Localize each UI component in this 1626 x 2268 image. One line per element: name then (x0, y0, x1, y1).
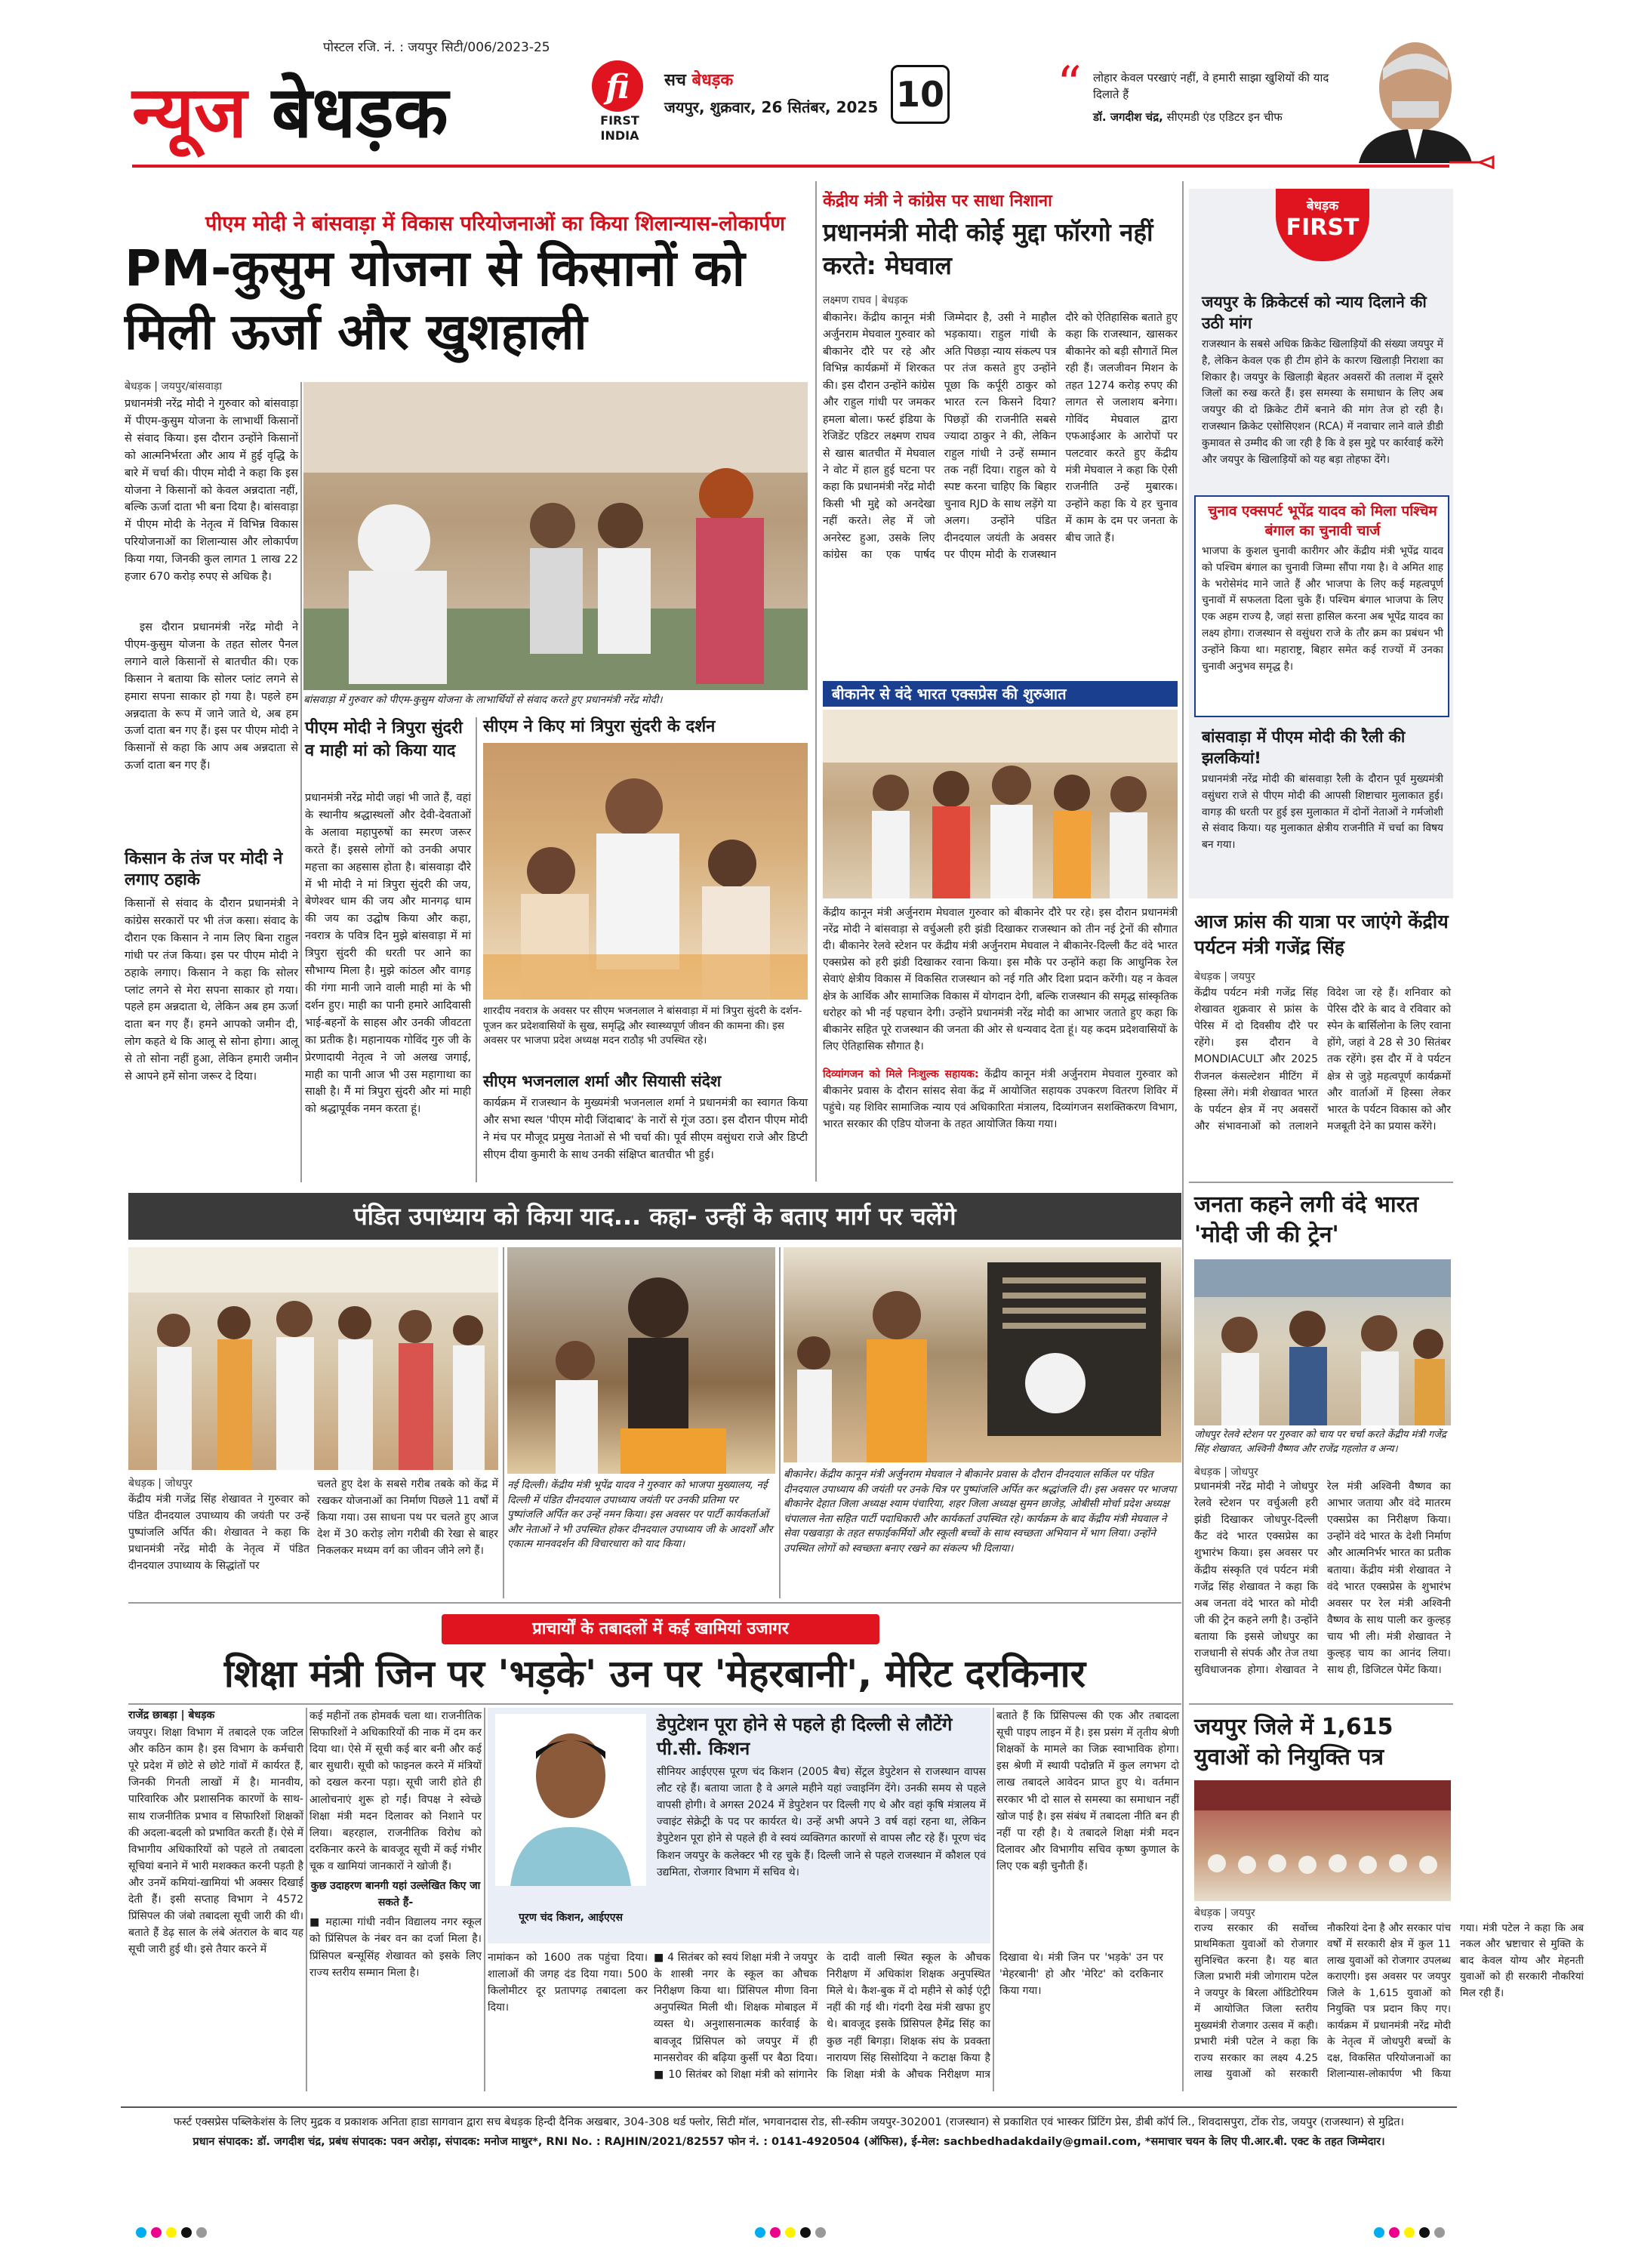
page-number: 10 (891, 65, 950, 124)
registration-dots-right (1374, 2227, 1445, 2238)
footer-line-1: फर्स्ट एक्सप्रेस पब्लिकेशंस के लिए मुद्रक व प्रकाशक अनिता हाडा सागवान द्वारा सच बेधड़क हिन्दी दैनिक अखबार, 304-308 थर्ड फ्लोर, सिटी मॉल, भगवानदास रोड, सी-स्कीम जयपुर-302001 (राजस्थान) से प्रकाशित एवं भास्कर प्रिंटिंग प्रेस, डीबी कॉर्प लि., शिवदासपुरा, टोंक रोड, जयपुर (राजस्थान) से मुद्रित। (173, 2116, 1404, 2128)
upadhyay-caption-c: बीकानेर। केंद्रीय कानून मंत्री अर्जुनराम मेघवाल ने बीकानेर प्रवास के दौरान दीनदयाल सर्किल पर पंडित दीनदयाल उपाध्याय की जयंती पर उनके चित्र पर पुष्पांजलि अर्पित कर श्रद्धांजलि दी। इस अवसर पर भाजपा बीकानेर देहात जिला अध्यक्ष श्याम पंचारिया, शहर जिला अध्यक्ष सुमन छाजेड़, ओबीसी मोर्चा प्रदेश अध्यक्ष चंपालाल नेता सहित पार्टी पदाधिकारी और कार्यकर्ता उपस्थित रहे। कार्यक्रम के बाद केंद्रीय मंत्री मेघवाल ने सेवा पखवाड़ा के तहत सफाईकर्मियों और स्कूली बच्चों के साथ स्वच्छता अभियान में भाग लिया। उन्होंने उपस्थित लोगों को स्वच्छता बनाए रखने का संकल्प भी दिलाया। (784, 1468, 1177, 1555)
jobs-byline: बेधड़क | जयपुर (1194, 1907, 1255, 1919)
kishan-caption: पूरण चंद किशन, आईएएस (519, 1912, 623, 1924)
upadhyay-byline: बेधड़क | जोधपुर (128, 1478, 192, 1490)
sidebar-item2-body: भाजपा के कुशल चुनावी कारीगर और केंद्रीय मंत्री भूपेंद्र यादव को पश्चिम बंगाल का चुनावी जिम्मा सौंपा गया है। वे अमित शाह के भरोसेमंद माने जाते हैं और भाजपा के लिए कई महत्वपूर्ण चुनावों में सफलता दिला चुके हैं। पश्चिम बंगाल भाजपा के लिए एक अहम राज्य है, जहां सत्ता हासिल करना अब भूपेंद्र यादव का लक्ष्य होगा। राजस्थान से वसुंधरा राजे के तौर क्रम का प्रबंधन भी उन्होंने किया था। महाराष्ट्र, बिहार समेत कई राज्यों में उनका चुनावी अनुभव समृद्ध है। (1202, 545, 1443, 673)
jobs-photo-icon (1194, 1780, 1451, 1901)
modi-train-byline: बेधड़क | जोधपुर (1194, 1466, 1258, 1478)
upadhyay-body-a: केंद्रीय मंत्री गजेंद्र सिंह शेखावत ने गुरुवार को पंडित दीनदयाल उपाध्याय की जयंती पर उन्हें पुष्पांजलि अर्पित की। शेखावत ने कहा कि प्रधानमंत्री नरेंद्र मोदी के नेतृत्व में पंडित दीनदयाल उपाध्याय के सिद्धांतों पर (128, 1493, 309, 1573)
meghwal-headline: प्रधानमंत्री मोदी कोई मुद्दा फॉरगो नहीं करते: मेघवाल (823, 217, 1153, 280)
education-body-3: ■ 4 सितंबर को स्वयं शिक्षा मंत्री ने जयपुर के शास्त्री नगर के स्कूल का औचक निरीक्षण किया था। प्रिंसिपल मीणा विना अनुपस्थित मिली थी। शिक्षक मोबाइल में व्यस्त थे। अनुशासनात्मक कार्रवाई के बावजूद प्रिंसिपल को जयपुर में ही मानसरोवर की बढ़िया कुर्सी पर बैठा दिया। ■ 10 सितंबर को शिक्षा मंत्री को सांगानेर के दादी वाली स्थित स्कूल के औचक निरीक्षण में अधिकांश शिक्षक अनुपस्थित मिले थे। कैश-बुक में दो महीने से कोई एंट्री नहीं की गई थी। गंदगी देख मंत्री खफा हुए थे। बावजूद इसके प्रिंसिपल हैमेंद्र सिंह का कुछ नहीं बिगड़ा। शिक्षक संघ के प्रवक्ता नारायण सिंह सिसोदिया ने कटाक्ष किया है कि शिक्षा मंत्री के औचक निरीक्षण मात्र दिखावा थे। मंत्री जिन पर 'भड़के' उन पर 'मेहरबानी' हो और 'मेरिट' को दरकिनार किया गया। (654, 1952, 1163, 2081)
education-box-text-2: नामांकन को 1600 तक पहुंचा दिया। शालाओं की जगह दंड दिया गया। 500 किलोमीटर दूर प्रतापगढ़ तबादला कर दिया। (488, 1952, 648, 2014)
meghwal-body: बीकानेर। केंद्रीय कानून मंत्री अर्जुनराम मेघवाल गुरुवार को बीकानेर दौरे पर रहे और विभिन्न कार्यक्रमों में शिरकत की। इस दौरान उन्होंने कांग्रेस और राहुल गांधी पर जमकर हमला बोला। फर्स्ट इंडिया के रेजिडेंट एडिटर लक्ष्मण राघव से खास बातचीत में मेघवाल ने वोट में हाल हुई घटना पर कहा कि प्रधानमंत्री नरेंद्र मोदी किसी भी मुद्दे को अनदेखा नहीं करते। लेह में जो अनरेस्ट हुआ, उसके लिए कांग्रेस का एक पार्षद जिम्मेदार है, उसी ने माहौल भड़काया। राहुल गांधी के अति पिछड़ा न्याय संकल्प पत्र पर तंज कसते हुए उन्होंने पूछा कि कर्पूरी ठाकुर को भारत रत्न किसने दिया? पिछड़ों की राजनीति सबसे ज्यादा ठाकुर ने की, लेकिन राहुल गांधी ने उन्हें सम्मान तक नहीं दिया। राहुल को ये स्पष्ट करना चाहिए कि बिहार चुनाव RJD के साथ लड़ेंगे या अलग। उन्होंने पंडित दीनदयाल जयंती के अवसर पर पीएम मोदी के राजस्थान दौरे को ऐतिहासिक बताते हुए कहा कि राजस्थान, खासकर बीकानेर को बड़ी सौगातें मिल रही हैं। जलजीवन मिशन के तहत 1274 करोड़ रुपए की लागत से जलाशय बनेगा। गोविंद मेघवाल द्वारा एफआईआर के आरोपों पर पलटवार करते हुए केंद्रीय मंत्री मेघवाल ने कहा कि ऐसी राजनीति उन्हें मुबारक। उन्होंने कहा कि ये हर चुनाव में काम के दम पर जनता के बीच जाते हैं। (823, 312, 1178, 562)
cm-darshan-headline: सीएम ने किए मां त्रिपुरा सुंदरी के दर्शन (483, 717, 716, 736)
col-rule-main (815, 181, 817, 1182)
editor-portrait-icon (1344, 35, 1487, 163)
upadhyay-banner: पंडित उपाध्याय को किया याद... कहा- उन्हीं के बताए मार्ग पर चलेंगे (128, 1193, 1181, 1240)
quote-text: लोहार केवल परखाएं नहीं, वे हमारी साझा खुशियों की याद दिलाते हैं (1093, 71, 1329, 101)
upadhyay-photo-b-icon (507, 1247, 775, 1474)
jobs-photo (1194, 1780, 1451, 1901)
dateline: जयपुर, शुक्रवार, 26 सितंबर, 2025 (664, 98, 879, 116)
lead-photo (303, 382, 808, 690)
upadhyay-photo-b (507, 1247, 775, 1474)
tagline-a: सच (664, 71, 692, 90)
vande-bkn-body (823, 1066, 1178, 1179)
education-body-2-head: कुछ उदाहरण बानगी यहां उल्लेखित किए जा सकते हैं- (310, 1880, 481, 1909)
quote-author (1093, 109, 1335, 125)
lead-body-2: इस दौरान प्रधानमंत्री नरेंद्र मोदी ने पीएम-कुसुम योजना के तहत सोलर पैनल लगाने वाले किसानों से बातचीत की। एक किसान ने बताया कि सोलर प्लांट लगने से हमारा सपना साकार हो गया है। पहले हम अन्नदाता के रूप में जाने जाते थे, अब हम ऊर्जा दाता बन गए हैं। इस पर पीएम मोदी ने किसानों से कहा कि आप अब अन्नदाता से ऊर्जा दाता बन गए हैं। (125, 621, 298, 772)
lead-kicker: पीएम मोदी ने बांसवाड़ा में विकास परियोजनाओं का किया शिलान्यास-लोकार्पण (205, 212, 786, 236)
vande-bkn-photo-icon (823, 710, 1178, 898)
side-rule-2 (1189, 1703, 1453, 1705)
registration-dots-center (755, 2227, 826, 2238)
edu-rule-1 (306, 1708, 307, 2091)
edu-rule-3 (993, 1708, 994, 2091)
col-rule-side (1182, 181, 1184, 2091)
education-body-4: बताते हैं कि प्रिंसिपल्स की एक और तबादला सूची पाइप लाइन में है। इस प्रसंग में तृतीय श्रेणी शिक्षकों के मामले का जिक्र स्वाभाविक होगा। इस श्रेणी में स्थायी पदोन्नति में कुल लगभग दो लाख तबादले आवेदन प्राप्त हुए थे। वर्तमान सरकार भी दो साल से समस्या का समाधान नहीं खोज पाई है। इस संबंध में तबादला नीति बन ही नहीं पा रही है। ये तबादले शिक्षा मंत्री मदन दिलावर और विभागीय सचिव कृष्ण कुणाल के लिए एक बड़ी चुनौती हैं। (996, 1710, 1179, 1872)
masthead-title-b: बेधड़क (271, 72, 448, 154)
education-head-rule (128, 1703, 1181, 1705)
sidebar-item1-head: जयपुर के क्रिकेटर्स को न्याय दिलाने की उठी मांग (1202, 293, 1427, 332)
france-headline: आज फ्रांस की यात्रा पर जाएंगे केंद्रीय पर्यटन मंत्री गजेंद्र सिंह (1194, 911, 1449, 958)
masthead-title (132, 60, 600, 166)
upadhyay-bottom-rule (128, 1602, 1181, 1604)
lead-caption: बांसवाड़ा में गुरुवार को पीएम-कुसुम योजना के लाभार्थियों से संवाद करते हुए प्रधानमंत्री नरेंद्र मोदी। (303, 694, 663, 706)
lead-col-rule (300, 382, 302, 1182)
deputation-body: सीनियर आईएएस पूरण चंद किशन (2005 बैच) सेंट्रल डेपुटेशन से राजस्थान वापस लौट रहे हैं। बताया जाता है वे अगले महीने यहां ज्वाइनिंग देंगे। उनकी समय से पहले वापसी होगी। वे अगस्त 2024 में डेपुटेशन पर दिल्ली गए थे और वहां कृषि मंत्रालय में ज्वाइंट सेक्रेट्री के पद पर कार्यरत थे। उन्हें अभी अपने 3 वर्ष वहां रहना था, लेकिन डेपुटेशन पूरा होने से पहले ही वे स्वयं व्यक्तिगत कारणों से वापस लौट रहे हैं। पूरण चंद किशन जयपुर के कलेक्टर भी रह चुके हैं। दिल्ली जाने से पहले राजस्थान में कौशल एवं उद्यमिता, रोजगार विभाग में सचिव थे। (657, 1766, 986, 1878)
sidebar-badge-a: बेधड़क (1306, 199, 1339, 214)
logo-sub: FIRST INDIA (600, 113, 639, 143)
registration-dots-left (136, 2227, 207, 2238)
quote-author-name: डॉ. जगदीश चंद्र, (1093, 110, 1163, 124)
lead-body-1: प्रधानमंत्री नरेंद्र मोदी ने गुरुवार को बांसवाड़ा में पीएम-कुसुम योजना के लाभार्थी किसानों से संवाद किया। इस दौरान उन्होंने किसानों को आत्मनिर्भरता और आय में हुई वृद्धि के बारे में चर्चा की। पीएम मोदी ने कहा कि इस योजना ने किसानों को केवल अन्नदाता नहीं, बल्कि ऊर्जा दाता भी बना दिया है। बांसवाड़ा में पीएम मोदी के नेतृत्व में विभिन्न विकास परियोजनाओं का शिलान्यास और लोकार्पण किया गया, जिनकी कुल लागत 1 लाख 22 हजार 670 करोड़ रुपए से अधिक है। (125, 398, 298, 584)
vande-bkn-photo (823, 710, 1178, 898)
sidebar-item2-head: चुनाव एक्सपर्ट भूपेंद्र यादव को मिला पश्चिम बंगाल का चुनावी चार्ज (1208, 503, 1437, 539)
cm-darshan-photo-icon (483, 743, 808, 1000)
education-body-2 (309, 1708, 482, 2091)
mother-headline: पीएम मोदी ने त्रिपुरा सुंदरी व माही मां को किया याद (305, 719, 463, 760)
modi-train-photo-icon (1194, 1259, 1451, 1425)
france-byline: बेधड़क | जयपुर (1194, 971, 1255, 983)
masthead-rule (132, 165, 1449, 168)
modi-train-caption: जोधपुर रेलवे स्टेशन पर गुरुवार को चाय पर चर्चा करते केंद्रीय मंत्री गजेंद्र सिंह शेखावत, अश्विनी वैष्णव और राजेंद्र गहलोत व अन्य। (1194, 1429, 1446, 1455)
kishan-photo-icon (495, 1714, 646, 1886)
mother-body: प्रधानमंत्री नरेंद्र मोदी जहां भी जाते हैं, वहां के स्थानीय श्रद्धास्थलों और देवी-देवताओं के अलावा महापुरुषों का स्मरण जरूर करते हैं। इससे लोगों को उनकी अपार महत्ता का अहसास होता है। बांसवाड़ा दौरे में भी मोदी ने मां त्रिपुरा सुंदरी की जय, बेणेश्वर धाम की जय और मानगढ़ धाम की जय का उद्घोष किया और कहा, नवरात्र के पवित्र दिन मुझे बांसवाड़ा में मां त्रिपुरा सुंदरी की धरती पर आने का सौभाग्य मिला है। मुझे कांठल और वागड़ की गंगा मानी जाने वाली माही मां के भी दर्शन हुए। माही का पानी हमारे आदिवासी भाई-बहनों के साहस और उनकी जीवटता का प्रतीक है। महानायक गोविंद गुरु जी के प्रेरणादायी नेतृत्व ने जो अलख जगाई, माही का पानी आज भी उस महागाथा का साक्षी है। मैं मां त्रिपुरा सुंदरी और मां माही को श्रद्धापूर्वक नमन करता हूं। (305, 792, 471, 1116)
edu-rule-2 (484, 1708, 485, 2091)
masthead-title-a: न्यूज (132, 72, 272, 154)
lead-photo-icon (303, 382, 808, 690)
lead-headline: PM-कुसुम योजना से किसानों को मिली ऊर्जा और खुशहाली (125, 239, 745, 361)
vande-bkn-body-text: केंद्रीय कानून मंत्री अर्जुनराम मेघवाल गुरुवार को बीकानेर प्रवास के दौरान सांसद सेवा केंद्र में आयोजित सहायक उपकरण वितरण शिविर में पहुंचे। यह शिविर सामाजिक न्याय एवं अधिकारिता मंत्रालय, दिव्यांगजन सशक्तिकरण विभाग, भारत सरकार की एडिप योजना के तहत आयोजित किया गया। (823, 1068, 1178, 1131)
side-rule-1 (1189, 1182, 1453, 1183)
pen-nib-icon (1449, 151, 1495, 174)
deputation-head: डेपुटेशन पूरा होने से पहले ही दिल्ली से लौटेंगे पी.सी. किशन (657, 1714, 953, 1759)
modi-train-body: प्रधानमंत्री नरेंद्र मोदी ने जोधपुर रेलवे स्टेशन पर वर्चुअली हरी झंडी दिखाकर जोधपुर-दिल्ली कैंट वंदे भारत एक्सप्रेस का शुभारंभ किया। इस अवसर पर केंद्रीय संस्कृति एवं पर्यटन मंत्री गजेंद्र सिंह शेखावत ने कहा कि अब जनता वंदे भारत को मोदी जी की ट्रेन कहने लगी है। उन्होंने बताया कि इससे जोधपुर का राजधानी से संपर्क और तेज तथा सुविधाजनक होगा। शेखावत ने रेल मंत्री अश्विनी वैष्णव का आभार जताया और वंदे मातरम एक्सप्रेस का निरीक्षण किया। उन्होंने वंदे भारत के देशी निर्माण और आत्मनिर्भर भारत का प्रतीक बताया। केंद्रीय मंत्री शेखावत ने वंदे भारत एक्सप्रेस के शुभारंभ अवसर पर रेल मंत्री अश्विनी वैष्णव के साथ पाली कर कुल्हड़ चाय भी ली। मंत्री शेखावत ने कुल्हड़ चाय का आनंद लिया। साथ ही, डिजिटल पेमेंट किया। (1194, 1481, 1451, 1677)
svg-text:fi: fi (605, 68, 630, 106)
footer-line-2: प्रधान संपादक: डॉ. जगदीश चंद्र, प्रबंध संपादक: पवन अरोड़ा, संपादक: मनोज माथुर*, RNI No. : RAJHIN/2021/82557 फोन नं. : 0141-4920504 (ऑफिस), ई-मेल: sachbedhadakdaily@gmail.com, *समाचार चयन के लिए पी.आर.बी. एक्ट के तहत जिम्मेदार। (192, 2136, 1385, 2148)
vande-bkn-kicker: बीकानेर से वंदे भारत एक्सप्रेस की शुरुआत (823, 681, 1178, 707)
cm-darshan-subhead: सीएम भजनलाल शर्मा और सियासी संदेश (483, 1072, 722, 1090)
cm-darshan-body: कार्यक्रम में राजस्थान के मुख्यमंत्री भजनलाल शर्मा ने प्रधानमंत्री का स्वागत किया और सभा स्थल 'पीएम मोदी जिंदाबाद' के नारों से गूंज उठा। इस दौरान पीएम मोदी ने मंच पर मौजूद प्रमुख नेताओं से भी चर्चा की। पूर्व सीएम वसुंधरा राजे और डिप्टी सीएम दीया कुमारी के साथ उनकी संक्षिप्त बातचीत भी हुई। (483, 1097, 808, 1161)
vande-bkn-caption: केंद्रीय कानून मंत्री अर्जुनराम मेघवाल गुरुवार को बीकानेर दौरे पर रहे। इस दौरान प्रधानमंत्री नरेंद्र मोदी ने बांसवाड़ा से वर्चुअली हरी झंडी दिखाकर राजस्थान को तीन नई ट्रेनों की सौगात दी। बीकानेर रेलवे स्टेशन पर केंद्रीय मंत्री अर्जुनराम मेघवाल ने बीकानेर-दिल्ली कैंट वंदे भारत एक्सप्रेस को हरी झंडी दिखाकर रवाना किया। इस मौके पर उन्होंने कहा कि आधुनिक रेल सेवाएं क्षेत्रीय विकास में विकसित राजस्थान को नई गति और दिशा प्रदान करेंगी। यह न केवल क्षेत्र के आर्थिक और सामाजिक विकास में योगदान देगी, बल्कि राजस्थान की समृद्ध सांस्कृतिक धरोहर को भी नई पहचान देगी। उन्होंने प्रधानमंत्री नरेंद्र मोदी का आभार जताते हुए कहा कि बीकानेर सहित पूरे राजस्थान की जनता की ओर से धन्यवाद देता हूं। यह कदम प्रदेशवासियों के लिए ऐतिहासिक सौगात है। (823, 907, 1178, 1052)
lead-byline: बेधड़क | जयपुर/बांसवाड़ा (125, 381, 222, 393)
meghwal-kicker: केंद्रीय मंत्री ने कांग्रेस पर साधा निशाना (823, 192, 1052, 211)
education-byline: राजेंद्र छाबड़ा | बेधड़क (128, 1709, 215, 1721)
sidebar-item3-head: बांसवाड़ा में पीएम मोदी की रैली की झलकियां! (1202, 728, 1406, 767)
education-body-1: जयपुर। शिक्षा विभाग में तबादले एक जटिल और कठिन काम है। इस विभाग के कर्मचारी पूरे प्रदेश में छोटे से छोटे गांवों में कार्यरत हैं, जिनकी गिनती लाखों में है। मानवीय, पारिवारिक और प्रशासनिक कारणों के साथ-साथ राजनीतिक प्रभाव व सिफारिशों शिक्षकों की अदला-बदली को प्रभावित करती हैं। ऐसे में विभागीय अधिकारियों को पहले तो तबादला सूचियां बनाने में भारी मशक्कत करनी पड़ती है और उनमें कमियां-खामियां भी अक्सर दिखाई देती हैं। इसी सप्ताह विभाग ने 4572 प्रिंसिपल की जंबो तबादला सूची जारी की थी। बताते हैं डेढ़ साल के लंबे अंतराल के बाद यह सूची जारी हुई थी। इसे तैयार करने में (128, 1727, 303, 1956)
postal-reg: पोस्टल रजि. नं. : जयपुर सिटी/006/2023-25 (323, 40, 550, 55)
sidebar-item3-body: प्रधानमंत्री नरेंद्र मोदी की बांसवाड़ा रैली के दौरान पूर्व मुख्यमंत्री वसुंधरा राजे से पीएम मोदी की आपसी शिष्टाचार मुलाकात हुई। वागड़ की धरती पर हुई इस मुलाकात में दोनों नेताओं ने गर्मजोशी से संवाद किया। यह मुलाकात क्षेत्रीय राजनीति में चर्चा का विषय बन गया। (1202, 773, 1443, 852)
cm-darshan-photo (483, 743, 808, 1000)
modi-train-headline: जनता कहने लगी वंदे भारत 'मोदी जी की ट्रेन' (1194, 1191, 1419, 1248)
cm-darshan-caption: शारदीय नवरात्र के अवसर पर सीएम भजनलाल ने बांसवाड़ा में मां त्रिपुरा सुंदरी के दर्शन-पूजन कर प्रदेशवासियों के सुख, समृद्धि और स्वास्थ्यपूर्ण जीवन की कामना की। इस अवसर पर भाजपा प्रदेश अध्यक्ष मदन राठौड़ भी उपस्थित रहे। (483, 1005, 802, 1047)
tagline (664, 68, 891, 91)
upadhyay-photo-c (784, 1247, 1181, 1462)
footer-rule (121, 2106, 1457, 2108)
education-body-2b: ■ महात्मा गांधी नवीन विद्यालय नगर स्कूल को प्रिंसिपल के नंबर वन का दर्जा मिला है। प्रिंसिपल बन्सूसिंह शेखावत को इसके लिए राज्य स्तरीय सम्मान मिला है। (309, 1916, 482, 1979)
upadhyay-photo-a (128, 1247, 498, 1470)
vande-bkn-subhead: दिव्यांगजन को मिले निःशुल्क सहायक: (823, 1068, 979, 1080)
upadhyay-body-b: चलते हुए देश के सबसे गरीब तबके को केंद्र में रखकर योजनाओं का निर्माण पिछले 11 वर्षों में किया गया। उस साधना पथ पर चलते हुए आज देश में 30 करोड़ लोग गरीबी की रेखा से बाहर निकलकर मध्यम वर्ग का जीवन जीने लगे हैं। (317, 1478, 498, 1558)
upadhyay-caption-b: नई दिल्ली। केंद्रीय मंत्री भूपेंद्र यादव ने गुरुवार को भाजपा मुख्यालय, नई दिल्ली में पंडित दीनदयाल उपाध्याय जयंती पर उनकी प्रतिमा पर पुष्पांजलि अर्पित कर उन्हें नमन किया। इस अवसर पर पार्टी कार्यकर्ताओं और नेताओं ने भी उपस्थित होकर दीनदयाल उपाध्याय जी के आदर्शों और एकात्म मानवदर्शन की विचारधारा को याद किया। (507, 1479, 773, 1551)
upadhyay-rule-1 (503, 1247, 504, 1598)
meghwal-byline: लक्ष्मण राघव | बेधड़क (823, 294, 908, 307)
tagline-b: बेधड़क (691, 71, 734, 90)
sidebar-badge-b: FIRST (1286, 214, 1360, 241)
france-body: केंद्रीय पर्यटन मंत्री गजेंद्र सिंह शेखावत शुक्रवार से फ्रांस के पेरिस में दो दिवसीय दौरे पर रहेंगे। इस दौरान वे MONDIACULT और 2025 रीजनल कंसल्टेशन मीटिंग में हिस्सा लेंगे। मंत्री शेखावत भारत के पर्यटन क्षेत्र में नए अवसरों और संभावनाओं को तलाशने विदेश जा रहे हैं। शनिवार को पेरिस दौरे के बाद वे रविवार को स्पेन के बार्सिलोना के लिए रवाना होंगे, जहां वे 28 से 30 सितंबर तक रहेंगे। इस दौर में वे पर्यटन क्षेत्र से जुड़े महत्वपूर्ण कार्यक्रमों और वार्ताओं में हिस्सा लेकर भारत के पर्यटन विकास को और मजबूती देने का प्रयास करेंगे। (1194, 987, 1451, 1132)
quote-author-role: सीएमडी एंड एडिटर इन चीफ (1163, 110, 1283, 124)
lead-body-3: किसानों से संवाद के दौरान प्रधानमंत्री ने कांग्रेस सरकारों पर भी तंज कसा। संवाद के दौरान एक किसान ने नाम लिए बिना राहुल गांधी पर तंज किया। इस पर पीएम मोदी ने ठहाके लगाए। किसान ने कहा कि सोलर प्लांट लगने से मेरा सपना साकार हो गया। पहले हम अन्नदाता थे, लेकिन अब हम ऊर्जा दाता बन गए हैं। हमने आपको जमीन दी, लोग कहते थे कि आलू से सोना होगा। आलू से तो सोना नहीं हुआ, लेकिन हमारी जमीन से आपने हमें सोना जरूर दे दिया। (125, 898, 298, 1083)
lead-subhead: किसान के तंज पर मोदी ने लगाए ठहाके (125, 849, 283, 889)
upadhyay-rule-2 (779, 1247, 781, 1598)
jobs-body: राज्य सरकार की सर्वोच्च प्राथमिकता युवाओं को रोजगार सुनिश्चित करना है। यह बात जिला प्रभारी मंत्री जोगाराम पटेल ने जयपुर के बिरला ऑडिटोरियम में आयोजित जिला स्तरीय मुख्यमंत्री रोजगार उत्सव में कही। प्रभारी मंत्री पटेल ने कहा कि राज्य सरकार का लक्ष्य 4.25 लाख युवाओं को सरकारी नौकरियां देना है और सरकार पांच वर्षों में सरकारी क्षेत्र में कुल 11 लाख युवाओं को रोजगार उपलब्ध कराएगी। इस अवसर पर जयपुर जिले के 1,615 युवाओं को नियुक्ति पत्र प्रदान किए गए। कार्यक्रम में प्रधानमंत्री नरेंद्र मोदी के नेतृत्व में जोधपुरी बच्चों के दक्ष, विकसित परियोजनाओं का शिलान्यास-लोकार्पण भी किया गया। मंत्री पटेल ने कहा कि अब नकल और भ्रष्टाचार से मुक्ति के बाद केवल योग्य और मेहनती युवाओं को ही सरकारी नौकरियां मिल रही हैं। (1194, 1922, 1584, 2081)
mother-col-rule (476, 717, 477, 1182)
sidebar-item1-body: राजस्थान के सबसे अधिक क्रिकेट खिलाड़ियों की संख्या जयपुर में है, लेकिन केवल एक ही टीम होने के कारण खिलाड़ी निराशा का शिकार है। जयपुर के खिलाड़ी बेहतर अवसरों की तलाश में दूसरे जिलों का रुख करते हैं। इस समस्या के समाधान के लिए अब जयपुर की दो क्रिकेट टीमें बनाने की मांग तेज हो रही है। राजस्थान क्रिकेट एसोसिएशन (RCA) में नवाचार लाने वाले डीडी कुमावत से उम्मीद की जा रही है कि वे इस मुद्दे पर कार्रवाई करेंगे और जयपुर के खिलाड़ियों को यह बड़ा तोहफा देंगे। (1202, 338, 1443, 466)
jobs-headline: जयपुर जिले में 1,615 युवाओं को नियुक्ति पत्र (1194, 1714, 1393, 1770)
education-body-2-text: कई महीनों तक होमवर्क चला था। राजनीतिक सिफारिशों ने अधिकारियों की नाक में दम कर दिया था। ऐसे में सूची कई बार बनी और कई बार सुधारी। सूची को फाइनल करने में मंत्रियों को दखल करना पड़ा। सूची जारी होते ही आलोचनाएं शुरू हो गईं। विपक्ष ने स्वेच्छे शिक्षा मंत्री मदन दिलावर को निशाने पर लिया। बहरहाल, राजनीतिक विरोध को दरकिनार करने के बावजूद सूची में कई गंभीर चूक व खामियां जानकारों ने खोजी हैं। (309, 1710, 482, 1872)
education-kicker: प्राचार्यों के तबादलों में कई खामियां उजागर (442, 1614, 879, 1644)
education-headline: शिक्षा मंत्री जिन पर 'भड़के' उन पर 'मेहरबानी', मेरिट दरकिनार (223, 1652, 1086, 1696)
editor-portrait (1344, 35, 1487, 163)
upadhyay-photo-c-icon (784, 1247, 1181, 1462)
quote-icon: “ (1057, 57, 1082, 112)
modi-train-photo (1194, 1259, 1451, 1425)
upadhyay-photo-a-icon (128, 1247, 498, 1470)
kishan-photo (495, 1714, 646, 1886)
